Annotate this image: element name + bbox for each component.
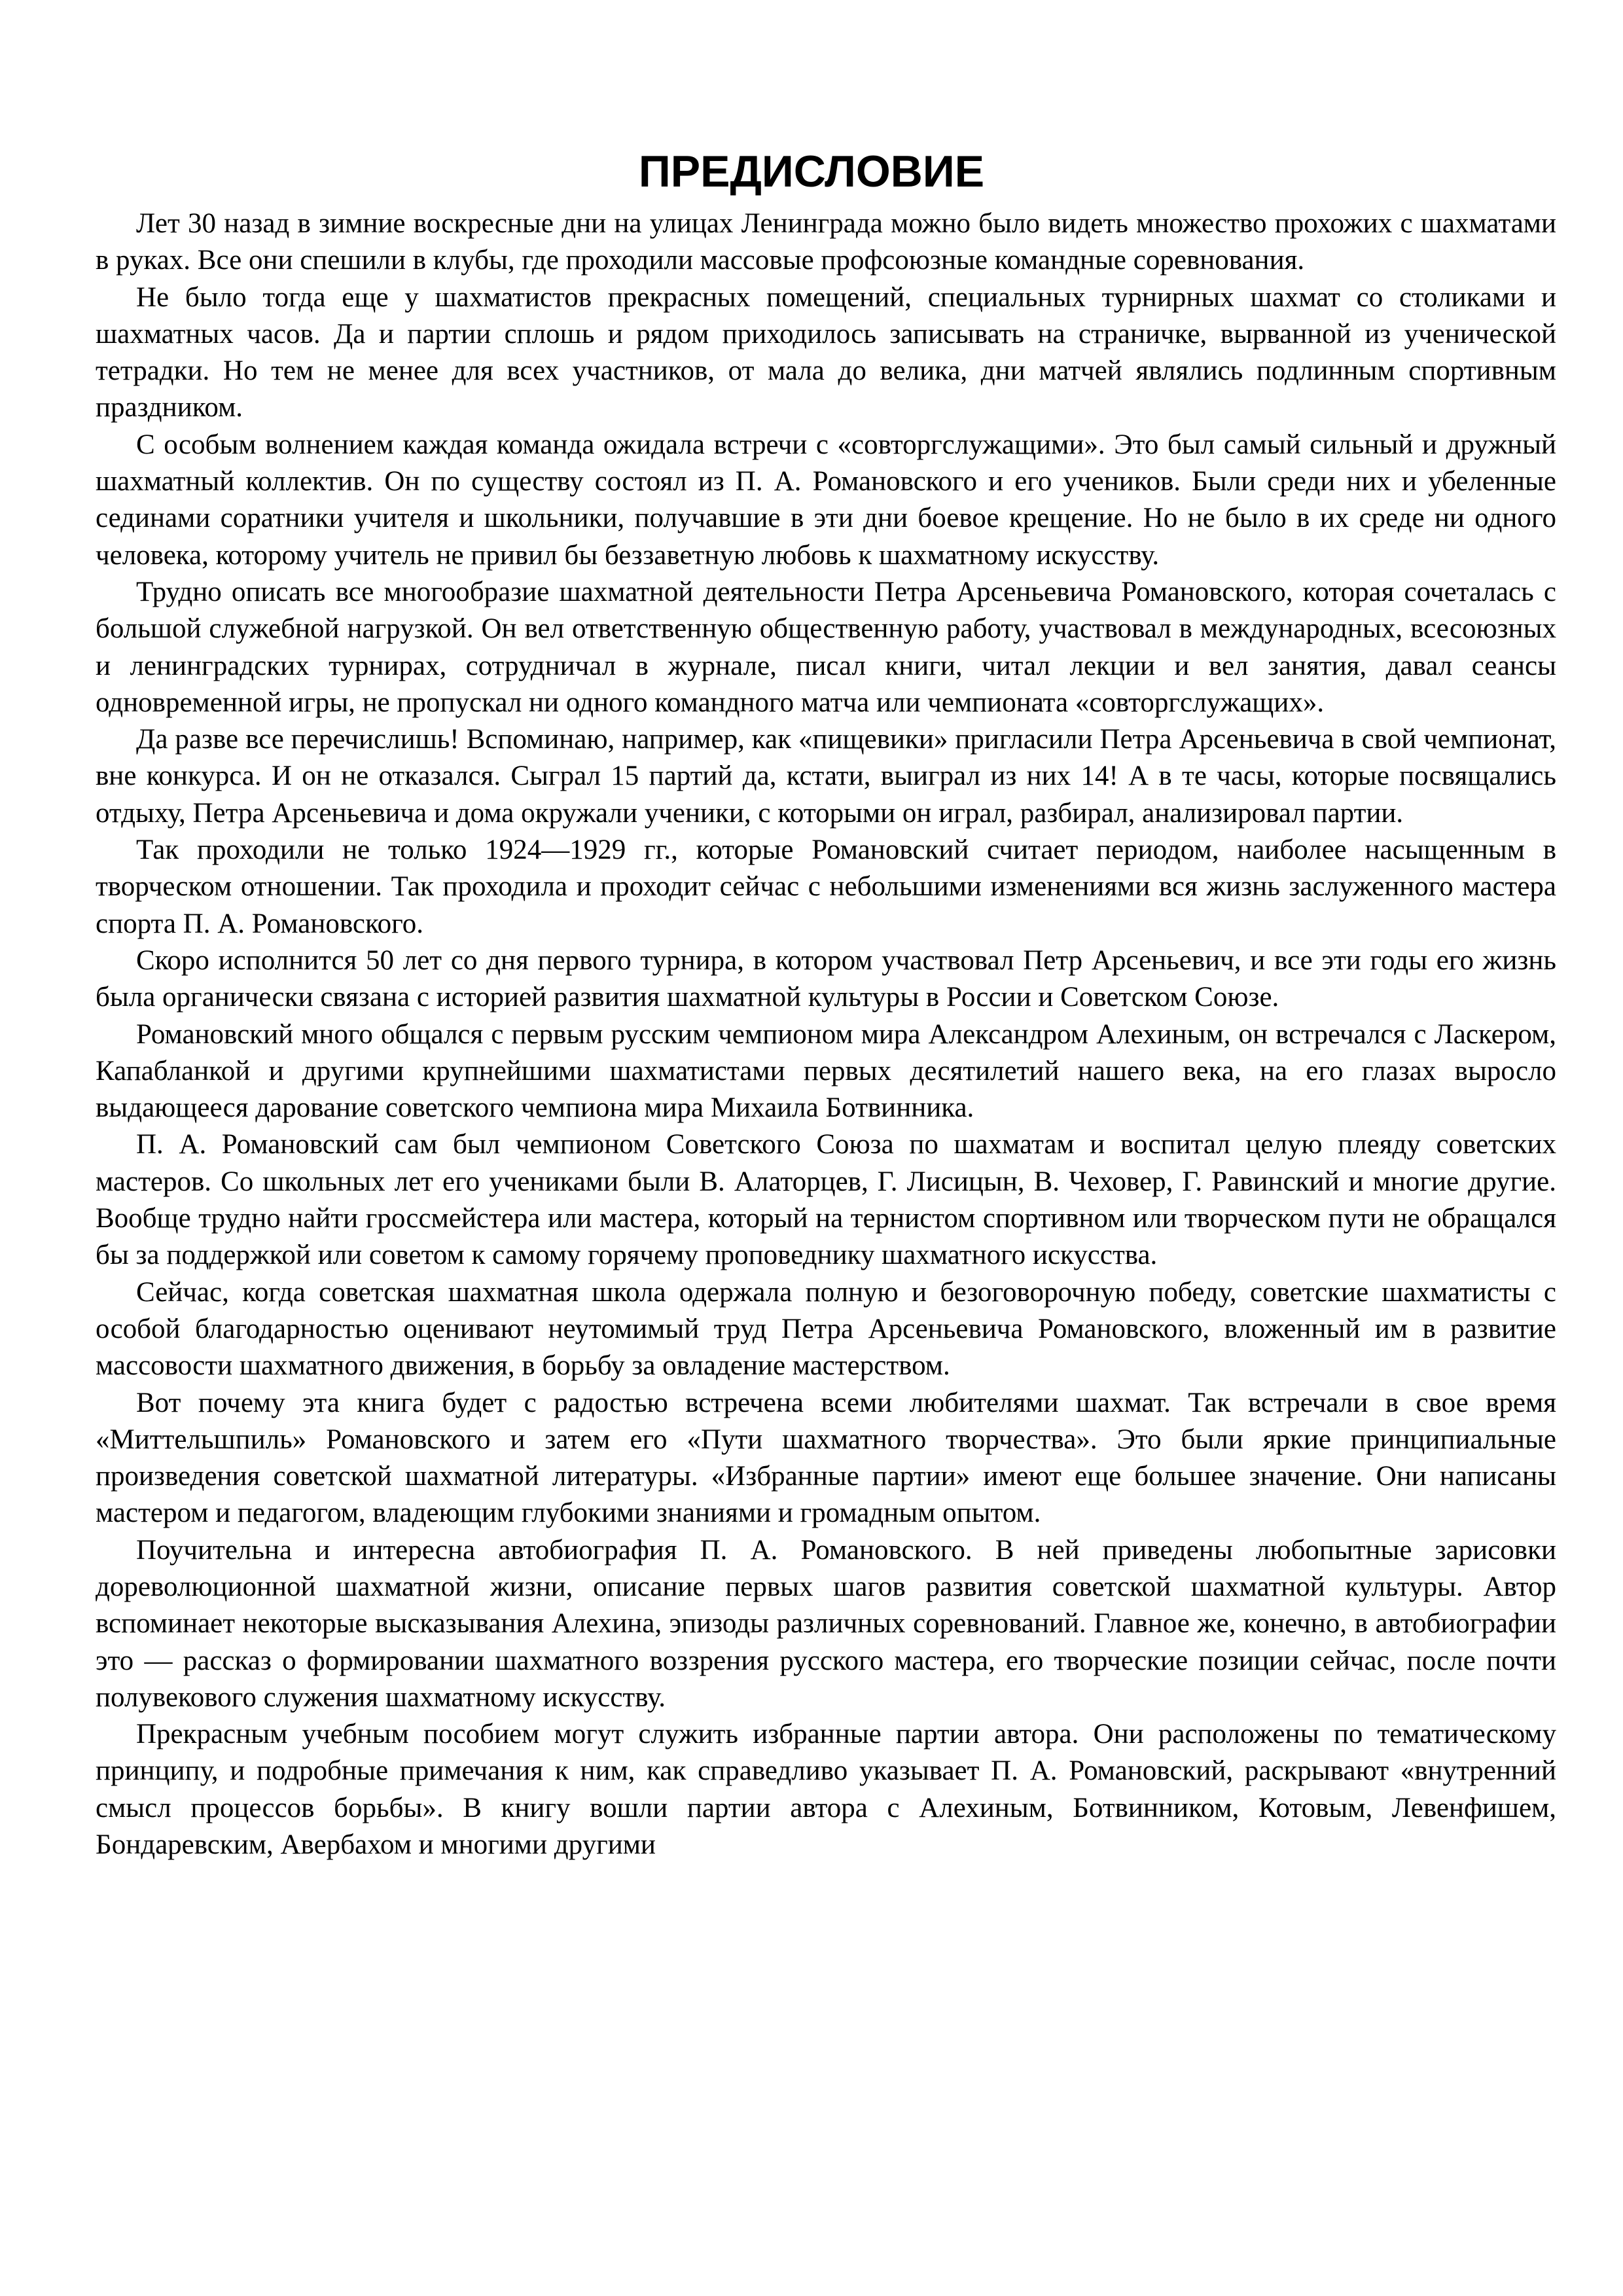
paragraph: Трудно описать все многообразие шахматной деятельности Петра Арсеньевича Романовского, которая сочеталась с большой служебной нагрузкой. Он вел ответственную общественную работу, участвовал в международных, всесоюзных и ленинградских турнирах, сотрудничал в журнале, писал книги, читал лекции и вел занятия, давал сеансы одновременной игры, не пропускал ни одного командного матча или чемпионата «совторгслужащих». xyxy=(96,576,1556,718)
paragraph: Не было тогда еще у шахматистов прекрасных помещений, специальных турнирных шахмат со столиками и шахматных часов. Да и партии сплошь и рядом приходилось записывать на страничке, вырванной из ученической тетрадки. Но тем не менее для всех участников, от мала до велика, дни матчей являлись подлинным спортивным праздником. xyxy=(96,281,1556,423)
paragraph: Так проходили не только 1924—1929 гг., которые Романовский считает периодом, наиболее насыщенным в творческом отношении. Так проходила и проходит сейчас с небольшими изменениями вся жизнь заслуженного мастера спорта П. А. Романовского. xyxy=(96,834,1556,939)
paragraph: Скоро исполнится 50 лет со дня первого турнира, в котором участвовал Петр Арсеньевич, и все эти годы его жизнь была органически связана с историей развития шахматной культуры в России и Советском Союзе. xyxy=(96,944,1556,1013)
paragraph: С особым волнением каждая команда ожидала встречи с «совторгслужащими». Это был самый сильный и дружный шахматный коллектив. Он по существу состоял из П. А. Романовского и его учеников. Были среди них и убеленные сединами соратники учителя и школьники, получавшие в эти дни боевое крещение. Но не было в их среде ни одного человека, которому учитель не привил бы беззаветную любовь к шахматному искусству. xyxy=(96,429,1556,571)
paragraph: Лет 30 назад в зимние воскресные дни на улицах Ленинграда можно было видеть множество прохожих с шахматами в руках. Все они спешили в клубы, где проходили массовые профсоюзные командные соревнования. xyxy=(96,208,1556,276)
paragraph: Прекрасным учебным пособием могут служить избранные партии автора. Они расположены по тематическому принципу, и подробные примечания к ним, как справедливо указывает П. А. Романовский, раскрывают «внутренний смысл процессов борьбы». В книгу вошли партии автора с Алехиным, Ботвинником, Котовым, Левенфишем, Бондаревским, Авербахом и многими другими xyxy=(96,1719,1556,1861)
paragraph: Да разве все перечислишь! Вспоминаю, например, как «пищевики» пригласили Петра Арсеньевича в свой чемпионат, вне конкурса. И он не отказался. Сыграл 15 партий да, кстати, выиграл из них 14! А в те часы, которые посвящались отдыху, Петра Арсеньевича и дома окружали ученики, с которыми он играл, разбирал, анализировал партии. xyxy=(96,724,1556,829)
paragraph: П. А. Романовский сам был чемпионом Советского Союза по шахматам и воспитал целую плеяду советских мастеров. Со школьных лет его учениками были В. Алаторцев, Г. Лисицын, В. Чеховер, Г. Равинский и многие другие. Вообще трудно найти гроссмейстера или мастера, который на тернистом спортивном или творческом пути не обращался бы за поддержкой или советом к самому горячему проповеднику шахматного искусства. xyxy=(96,1129,1556,1271)
paragraph: Вот почему эта книга будет с радостью встречена всеми любителями шахмат. Так встречали в свое время «Миттельшпиль» Романовского и затем его «Пути шахматного творчества». Это были яркие принципиальные произведения советской шахматной литературы. «Избранные партии» имеют еще большее значение. Они написаны мастером и педагогом, владеющим глубокими знаниями и громадным опытом. xyxy=(96,1387,1556,1529)
page-title: ПРЕДИСЛОВИЕ xyxy=(638,147,985,196)
paragraph: Сейчас, когда советская шахматная школа одержала полную и безоговорочную победу, советские шахматисты с особой благодарностью оценивают неутомимый труд Петра Арсеньевича Романовского, вложенный им в развитие массовости шахматного движения, в борьбу за овладение мастерством. xyxy=(96,1276,1556,1382)
paragraph: Поучительна и интересна автобиография П. А. Романовского. В ней приведены любопытные зарисовки дореволюционной шахматной жизни, описание первых шагов развития советской шахматной культуры. Автор вспоминает некоторые высказывания Алехина, эпизоды различных соревнований. Главное же, конечно, в автобиографии это — рассказ о формировании шахматного воззрения русского мастера, его творческие позиции сейчас, после почти полувекового служения шахматному искусству. xyxy=(96,1534,1556,1713)
body-text xyxy=(96,206,1556,1863)
paragraph: Романовский много общался с первым русским чемпионом мира Александром Алехиным, он встречался с Ласкером, Капабланкой и другими крупнейшими шахматистами первых десятилетий нашего века, на его глазах выросло выдающееся дарование советского чемпиона мира Михаила Ботвинника. xyxy=(96,1018,1556,1124)
